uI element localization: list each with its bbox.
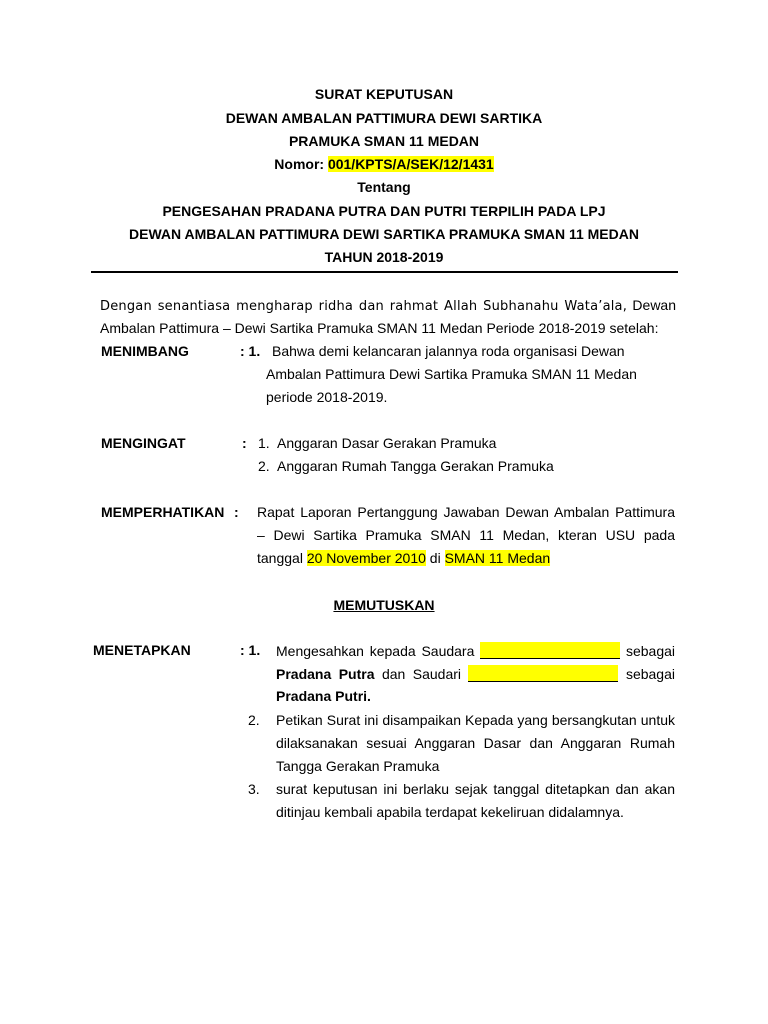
header-subject-line1: PENGESAHAN PRADANA PUTRA DAN PUTRI TERPILIH PADA LPJ <box>162 203 606 219</box>
menetapkan-label: MENETAPKAN <box>93 642 191 658</box>
memperhatikan-colon: : <box>234 504 239 520</box>
menetapkan-item3-line1: surat keputusan ini berlaku sejak tanggal ditetapkan dan akan <box>276 781 675 797</box>
mengingat-item-number: 2. <box>258 458 270 474</box>
menetapkan-item3-number: 3. <box>248 781 260 797</box>
meeting-date: 20 November 2010 <box>306 550 426 566</box>
memperhatikan-line3: tanggal 20 November 2010 di SMAN 11 Medan <box>257 550 551 566</box>
intro-line2: Ambalan Pattimura – Dewi Sartika Pramuka SMAN 11 Medan Periode 2018-2019 setelah: <box>100 320 659 336</box>
memperhatikan-line2: – Dewi Sartika Pramuka SMAN 11 Medan, kteran USU pada <box>257 527 675 543</box>
mengingat-colon: : <box>242 435 247 451</box>
menetapkan-item3-line2: ditinjau kembali apabila terdapat kekeliruan didalamnya. <box>276 804 624 820</box>
menimbang-label: MENIMBANG <box>101 343 189 359</box>
mengingat-item-text: Anggaran Rumah Tangga Gerakan Pramuka <box>277 458 554 474</box>
header-divider <box>91 271 678 273</box>
nomor-label: Nomor: <box>274 156 328 172</box>
menetapkan-item2-number: 2. <box>248 712 260 728</box>
pradana-putri-name-blank <box>468 665 618 682</box>
menetapkan-colon: : 1. <box>240 642 261 658</box>
header-subject-line2: DEWAN AMBALAN PATTIMURA DEWI SARTIKA PRAMUKA SMAN 11 MEDAN <box>129 226 639 242</box>
header-organization: DEWAN AMBALAN PATTIMURA DEWI SARTIKA <box>225 110 543 126</box>
menetapkan-item2-line2: dilaksanakan sesuai Anggaran Dasar dan Anggaran Rumah <box>276 735 675 751</box>
header-year: TAHUN 2018-2019 <box>324 249 444 265</box>
header-school: PRAMUKA SMAN 11 MEDAN <box>288 133 480 149</box>
menetapkan-item1-line3: Pradana Putri. <box>276 688 371 704</box>
menetapkan-item2-line3: Tangga Gerakan Pramuka <box>276 758 440 774</box>
menimbang-line1: Bahwa demi kelancaran jalannya roda organisasi Dewan <box>272 343 625 359</box>
header-nomor <box>0 156 768 172</box>
pradana-putra-name-blank <box>480 642 620 659</box>
mengingat-item-number: 1. <box>258 435 270 451</box>
menetapkan-item1-line1: Mengesahkan kepada Saudara sebagai <box>276 643 675 659</box>
meeting-place: SMAN 11 Medan <box>444 550 551 566</box>
menetapkan-item1-line2: Pradana Putra dan Saudari sebagai <box>276 666 675 682</box>
memperhatikan-line1: Rapat Laporan Pertanggung Jawaban Dewan Ambalan Pattimura <box>257 504 675 520</box>
intro-line1: Dengan senantiasa mengharap ridha dan rahmat Allah Subhanahu Wata’ala, Dewan <box>100 297 677 314</box>
menimbang-colon: : 1. <box>240 343 261 359</box>
menimbang-line2: Ambalan Pattimura Dewi Sartika Pramuka SMAN 11 Medan <box>266 366 637 382</box>
nomor-value: 001/KPTS/A/SEK/12/1431 <box>327 156 494 172</box>
header-title: SURAT KEPUTUSAN <box>314 86 454 102</box>
memutuskan-heading: MEMUTUSKAN <box>333 597 435 613</box>
menimbang-line3: periode 2018-2019. <box>266 389 388 405</box>
mengingat-label: MENGINGAT <box>101 435 186 451</box>
menetapkan-item2-line1: Petikan Surat ini disampaikan Kepada yang bersangkutan untuk <box>276 712 675 728</box>
mengingat-item-text: Anggaran Dasar Gerakan Pramuka <box>277 435 497 451</box>
header-tentang: Tentang <box>357 179 411 195</box>
memperhatikan-label: MEMPERHATIKAN <box>101 504 225 520</box>
